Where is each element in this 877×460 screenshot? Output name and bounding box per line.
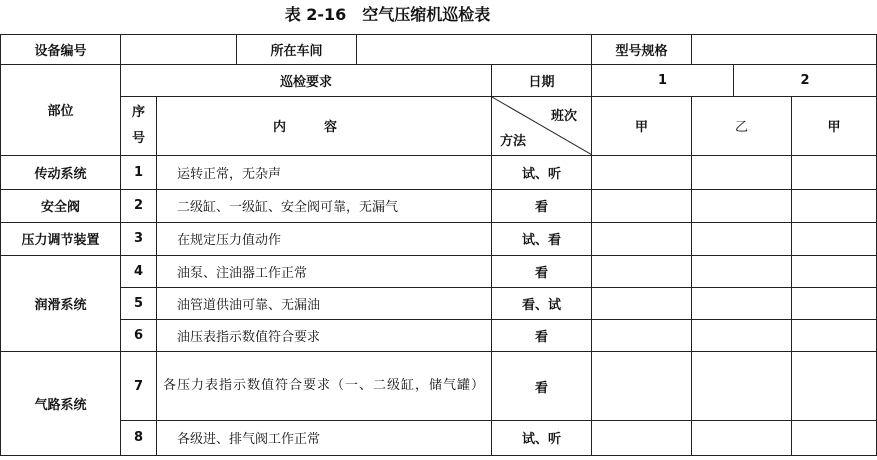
part-header: 部位 bbox=[1, 65, 121, 155]
method-cell: 看 bbox=[492, 256, 592, 288]
part-cell: 气路系统 bbox=[1, 352, 121, 456]
seq-cell: 4 bbox=[121, 256, 157, 288]
content-cell: 各级进、排气阀工作正常 bbox=[157, 420, 492, 455]
table-row bbox=[1, 256, 877, 288]
check-cell[interactable] bbox=[692, 320, 792, 352]
seq-header bbox=[121, 97, 157, 155]
check-cell[interactable] bbox=[692, 288, 792, 320]
model-field[interactable] bbox=[692, 35, 877, 65]
part-cell: 压力调节装置 bbox=[1, 222, 121, 255]
day2-shift-a: 甲 bbox=[792, 97, 877, 155]
check-cell[interactable] bbox=[592, 352, 692, 420]
check-cell[interactable] bbox=[792, 320, 877, 352]
check-cell[interactable] bbox=[692, 256, 792, 288]
seq-cell: 5 bbox=[121, 288, 157, 320]
check-cell[interactable] bbox=[792, 420, 877, 455]
seq-cell: 8 bbox=[121, 420, 157, 455]
shift-method-header bbox=[492, 97, 592, 155]
check-cell[interactable] bbox=[792, 256, 877, 288]
check-cell[interactable] bbox=[692, 189, 792, 222]
check-cell[interactable] bbox=[592, 320, 692, 352]
shift-label: 班次 bbox=[550, 109, 577, 125]
check-cell[interactable] bbox=[692, 420, 792, 455]
table-row bbox=[1, 222, 877, 255]
seq-cell: 6 bbox=[121, 320, 157, 352]
method-cell: 试、听 bbox=[492, 420, 592, 455]
table-row bbox=[1, 155, 877, 189]
content-header bbox=[157, 97, 492, 155]
requirements-header: 巡检要求 bbox=[121, 65, 492, 97]
method-cell: 试、看 bbox=[492, 222, 592, 255]
check-cell[interactable] bbox=[592, 288, 692, 320]
check-cell[interactable] bbox=[592, 155, 692, 189]
check-cell[interactable] bbox=[592, 189, 692, 222]
method-cell: 看 bbox=[492, 320, 592, 352]
method-cell: 看 bbox=[492, 352, 592, 420]
day1-shift-b: 乙 bbox=[692, 97, 792, 155]
seq-cell: 3 bbox=[121, 222, 157, 255]
check-cell[interactable] bbox=[792, 288, 877, 320]
table-row bbox=[1, 420, 877, 455]
date-day-2: 2 bbox=[734, 65, 877, 97]
seq-header-text: 序号 bbox=[131, 104, 145, 146]
date-day-1: 1 bbox=[592, 65, 734, 97]
check-cell[interactable] bbox=[692, 155, 792, 189]
content-cell: 油压表指示数值符合要求 bbox=[157, 320, 492, 352]
method-label: 方法 bbox=[500, 133, 527, 149]
column-header-row bbox=[1, 97, 877, 155]
table-row bbox=[1, 288, 877, 320]
check-cell[interactable] bbox=[592, 420, 692, 455]
method-cell: 看 bbox=[492, 189, 592, 222]
table-row bbox=[1, 189, 877, 222]
content-cell: 二级缸、一级缸、安全阀可靠，无漏气 bbox=[157, 189, 492, 222]
table-row bbox=[1, 320, 877, 352]
content-cell: 油泵、注油器工作正常 bbox=[157, 256, 492, 288]
check-cell[interactable] bbox=[792, 222, 877, 255]
content-cell: 运转正常，无杂声 bbox=[157, 155, 492, 189]
date-header: 日期 bbox=[492, 65, 592, 97]
check-cell[interactable] bbox=[792, 352, 877, 420]
seq-cell: 1 bbox=[121, 155, 157, 189]
content-header-text: 内容 bbox=[272, 120, 375, 136]
seq-cell: 7 bbox=[121, 352, 157, 420]
check-cell[interactable] bbox=[792, 155, 877, 189]
check-cell[interactable] bbox=[592, 256, 692, 288]
device-no-field[interactable] bbox=[121, 35, 237, 65]
part-cell: 润滑系统 bbox=[1, 256, 121, 352]
inspection-table bbox=[0, 34, 877, 456]
seq-cell: 2 bbox=[121, 189, 157, 222]
device-no-label: 设备编号 bbox=[1, 35, 121, 65]
part-cell: 传动系统 bbox=[1, 155, 121, 189]
method-cell: 看、试 bbox=[492, 288, 592, 320]
method-cell: 试、听 bbox=[492, 155, 592, 189]
check-cell[interactable] bbox=[692, 352, 792, 420]
content-cell: 油管道供油可靠、无漏油 bbox=[157, 288, 492, 320]
table-row bbox=[1, 352, 877, 420]
workshop-label: 所在车间 bbox=[237, 35, 357, 65]
table-title: 表 2-16 空气压缩机巡检表 bbox=[284, 5, 491, 24]
requirements-header-row bbox=[1, 65, 877, 97]
device-info-row bbox=[1, 35, 877, 65]
workshop-field[interactable] bbox=[357, 35, 592, 65]
check-cell[interactable] bbox=[592, 222, 692, 255]
day1-shift-a: 甲 bbox=[592, 97, 692, 155]
check-cell[interactable] bbox=[692, 222, 792, 255]
model-label: 型号规格 bbox=[592, 35, 692, 65]
content-cell: 各压力表指示数值符合要求（一、二级缸，储气罐） bbox=[157, 352, 492, 420]
content-cell: 在规定压力值动作 bbox=[157, 222, 492, 255]
part-cell: 安全阀 bbox=[1, 189, 121, 222]
check-cell[interactable] bbox=[792, 189, 877, 222]
